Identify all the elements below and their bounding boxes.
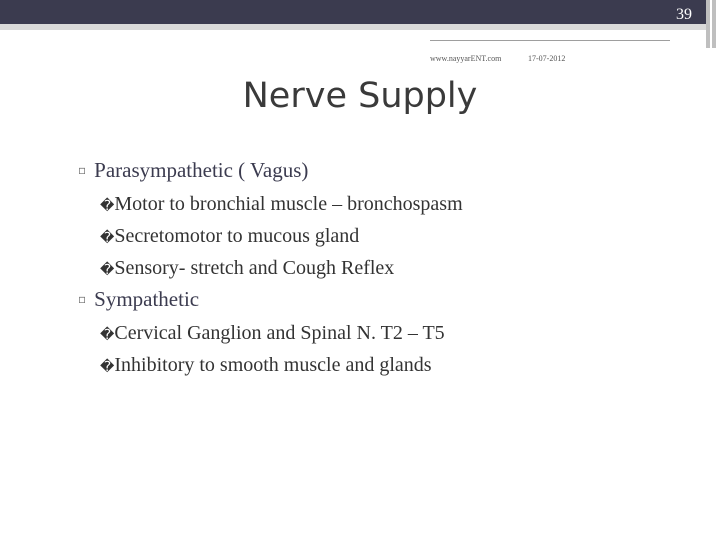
bullet-parasympathetic xyxy=(78,158,308,183)
list-item-text: Secretomotor to mucous gland xyxy=(114,225,360,247)
missing-glyph-icon: � xyxy=(100,230,115,246)
list-item xyxy=(100,225,359,248)
list-item-text: Motor to bronchial muscle – bronchospasm xyxy=(114,193,463,215)
list-item xyxy=(100,354,432,377)
bullet-text: Sympathetic xyxy=(94,287,200,311)
missing-glyph-icon: � xyxy=(100,359,115,375)
side-accent-bar xyxy=(706,0,710,48)
bullet-sympathetic xyxy=(78,287,199,312)
list-item xyxy=(100,322,445,345)
list-item-text: Inhibitory to smooth muscle and glands xyxy=(114,354,432,376)
header-bar xyxy=(0,0,706,24)
list-item-text: Cervical Ganglion and Spinal N. T2 – T5 xyxy=(114,322,445,344)
side-accent-bar xyxy=(712,0,716,48)
missing-glyph-icon: � xyxy=(100,198,115,214)
missing-glyph-icon: � xyxy=(100,262,115,278)
list-item xyxy=(100,193,463,216)
bullet-marker-icon: ▫ xyxy=(78,292,87,306)
header-underline xyxy=(0,24,706,30)
missing-glyph-icon: � xyxy=(100,327,115,343)
bullet-text: Parasympathetic ( Vagus) xyxy=(94,158,309,182)
footer-url: www.nayyarENT.com xyxy=(430,54,502,63)
list-item-text: Sensory- stretch and Cough Reflex xyxy=(114,257,395,279)
list-item xyxy=(100,257,394,280)
slide-title: Nerve Supply xyxy=(242,76,478,116)
slide-number: 39 xyxy=(676,6,692,23)
footer-date: 17-07-2012 xyxy=(528,54,566,63)
bullet-marker-icon: ▫ xyxy=(78,163,87,177)
footer-rule xyxy=(430,40,670,41)
